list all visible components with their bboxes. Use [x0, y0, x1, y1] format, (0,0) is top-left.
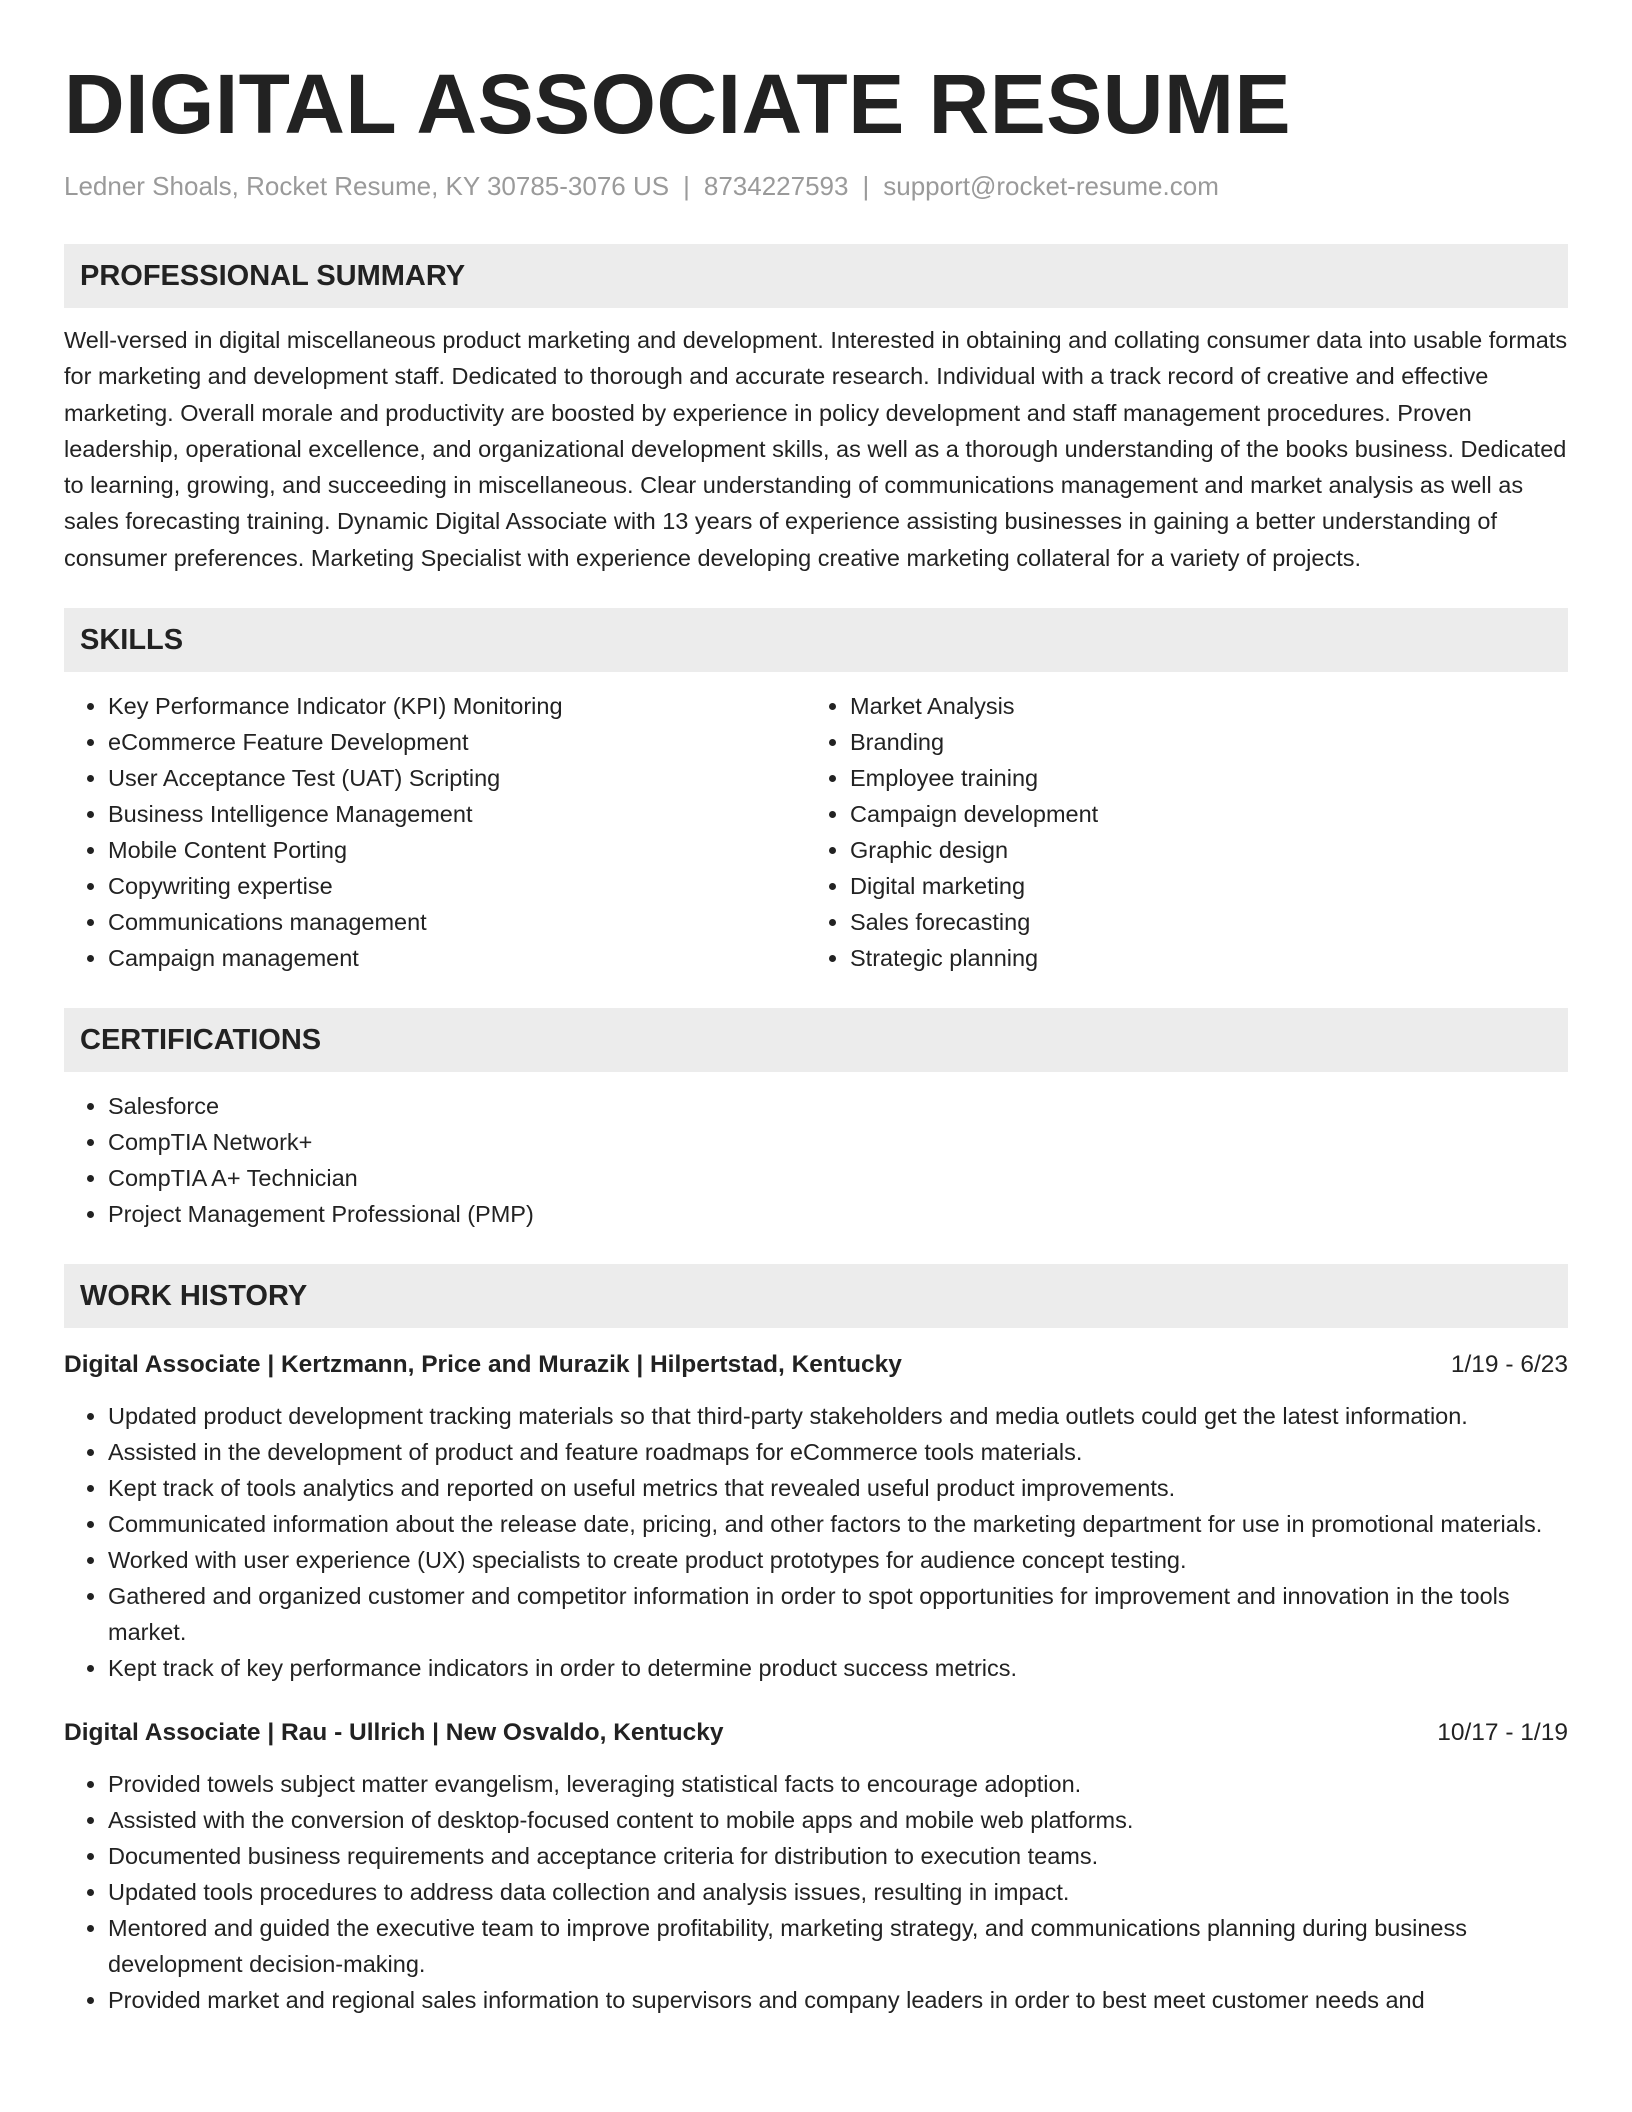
job-title: Digital Associate | Kertzmann, Price and Murazik | Hilpertstad, Kentucky [64, 1351, 902, 1379]
job-bullet: • Gathered and organized customer and competitor information in order to spot opportunities for improvement and innovation in the tools market. [108, 1578, 1568, 1650]
section-header-summary: PROFESSIONAL SUMMARY [64, 244, 1568, 308]
skill-item: • eCommerce Feature Development [108, 724, 806, 760]
skills-list-left [64, 688, 806, 976]
job-bullet: • Documented business requirements and acceptance criteria for distribution to execution teams. [108, 1838, 1568, 1874]
skills-columns [64, 688, 1568, 976]
skill-item: • Business Intelligence Management [108, 796, 806, 832]
certification-item: • CompTIA A+ Technician [108, 1160, 1568, 1196]
skill-item: • Market Analysis [850, 688, 1548, 724]
skill-item: • Communications management [108, 904, 806, 940]
skill-item: • Mobile Content Porting [108, 832, 806, 868]
skill-item: • Strategic planning [850, 940, 1548, 976]
skill-item: • Key Performance Indicator (KPI) Monitoring [108, 688, 806, 724]
job-bullet: • Mentored and guided the executive team to improve profitability, marketing strategy, and communications planning during business development decision-making. [108, 1910, 1568, 1982]
section-header-work-history: WORK HISTORY [64, 1264, 1568, 1328]
contact-line [64, 170, 1568, 202]
job-bullet-list [64, 1398, 1568, 1686]
skill-item: • Digital marketing [850, 868, 1548, 904]
job-heading-row [64, 1716, 1568, 1750]
skill-item: • Employee training [850, 760, 1548, 796]
section-header-skills: SKILLS [64, 608, 1568, 672]
section-header-certifications: CERTIFICATIONS [64, 1008, 1568, 1072]
certification-item: • Salesforce [108, 1088, 1568, 1124]
skill-item: • Copywriting expertise [108, 868, 806, 904]
skill-item: • Graphic design [850, 832, 1548, 868]
job-bullet: • Assisted with the conversion of desktop-focused content to mobile apps and mobile web platforms. [108, 1802, 1568, 1838]
skill-item: • Branding [850, 724, 1548, 760]
contact-email: support@rocket-resume.com [883, 171, 1219, 201]
job-entry [64, 1716, 1568, 2018]
skill-item: • User Acceptance Test (UAT) Scripting [108, 760, 806, 796]
contact-address: Ledner Shoals, Rocket Resume, KY 30785-3076 US [64, 171, 670, 201]
contact-separator: | [683, 171, 690, 201]
skills-list-right [806, 688, 1548, 976]
job-title: Digital Associate | Rau - Ullrich | New Osvaldo, Kentucky [64, 1719, 724, 1747]
certification-item: • Project Management Professional (PMP) [108, 1196, 1568, 1232]
job-dates: 10/17 - 1/19 [1437, 1719, 1568, 1747]
job-bullet: • Worked with user experience (UX) specialists to create product prototypes for audience concept testing. [108, 1542, 1568, 1578]
job-dates: 1/19 - 6/23 [1450, 1351, 1568, 1379]
contact-phone: 8734227593 [703, 171, 849, 201]
certification-item: • CompTIA Network+ [108, 1124, 1568, 1160]
resume-page [64, 0, 1568, 2018]
job-bullet: • Kept track of key performance indicators in order to determine product success metrics. [108, 1650, 1568, 1686]
certifications-list [64, 1088, 1568, 1232]
skill-item: • Campaign development [850, 796, 1548, 832]
job-bullet: • Assisted in the development of product and feature roadmaps for eCommerce tools materials. [108, 1434, 1568, 1470]
job-heading-row [64, 1348, 1568, 1382]
job-bullet: • Kept track of tools analytics and reported on useful metrics that revealed useful product improvements. [108, 1470, 1568, 1506]
job-bullet-list [64, 1766, 1568, 2018]
summary-text: Well-versed in digital miscellaneous product marketing and development. Interested in obtaining and collating consumer data into usable formats for marketing and development staff. Dedicated to thorough and accurate research. Individual with a track record of creative and effective marketing. Overall morale and productivity are boosted by experience in policy development and staff management procedures. Proven leadership, operational excellence, and organizational development skills, as well as a thorough understanding of the books business. Dedicated to learning, growing, and succeeding in miscellaneous. Clear understanding of communications management and market analysis as well as sales forecasting training. Dynamic Digital Associate with 13 years of experience assisting businesses in gaining a better understanding of consumer preferences. Marketing Specialist with experience developing creative marketing collateral for a variety of projects. [64, 327, 1568, 571]
job-bullet: • Updated product development tracking materials so that third-party stakeholders and media outlets could get the latest information. [108, 1398, 1568, 1434]
job-bullet: • Provided towels subject matter evangelism, leveraging statistical facts to encourage adoption. [108, 1766, 1568, 1802]
job-bullet: • Communicated information about the release date, pricing, and other factors to the marketing department for use in promotional materials. [108, 1506, 1568, 1542]
job-bullet: • Provided market and regional sales information to supervisors and company leaders in order to best meet customer needs and [108, 1982, 1568, 2018]
contact-separator: | [862, 171, 870, 201]
skill-item: • Campaign management [108, 940, 806, 976]
job-entry [64, 1348, 1568, 1686]
resume-title: DIGITAL ASSOCIATE RESUME [64, 57, 1291, 151]
job-bullet: • Updated tools procedures to address data collection and analysis issues, resulting in impact. [108, 1874, 1568, 1910]
skill-item: • Sales forecasting [850, 904, 1548, 940]
